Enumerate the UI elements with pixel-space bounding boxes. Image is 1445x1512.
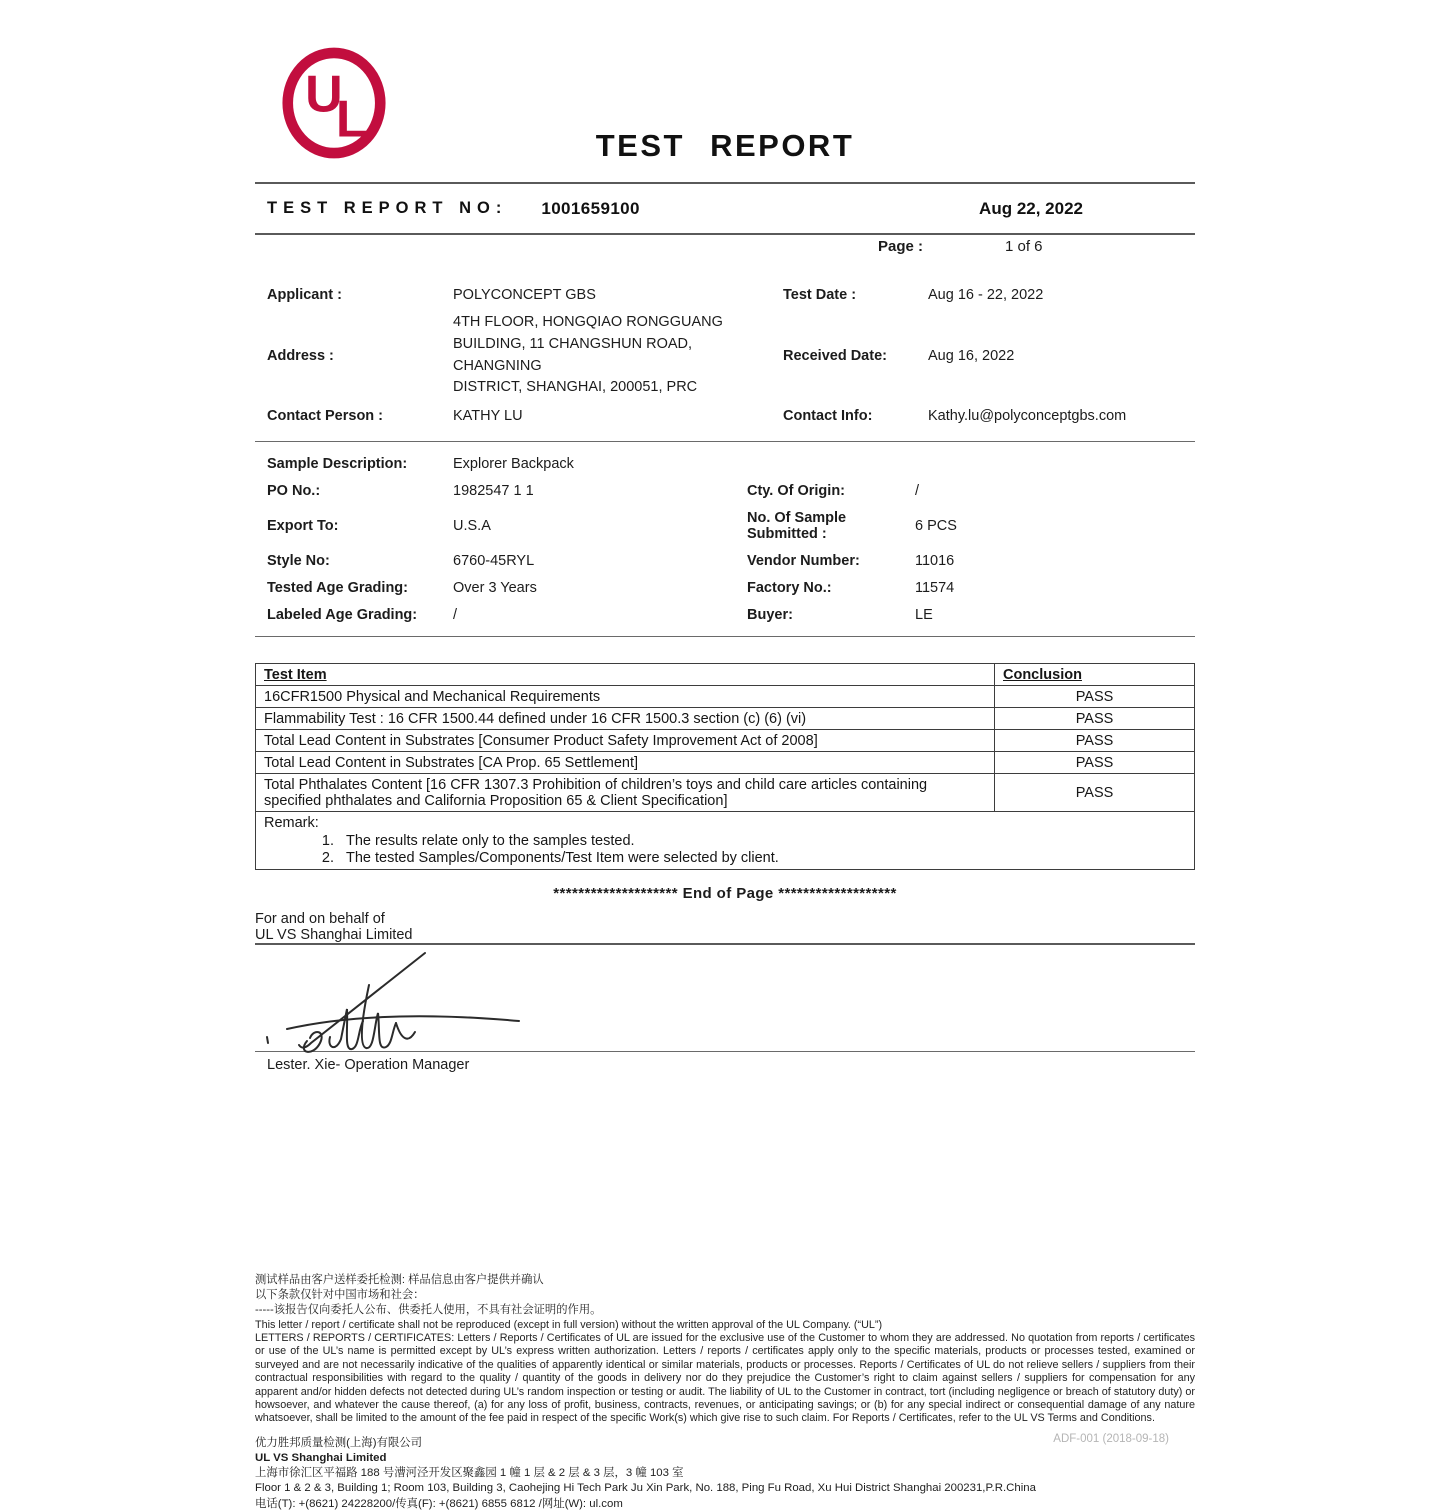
divider: [255, 441, 1195, 442]
test-item-header: Test Item: [256, 664, 995, 686]
labeled-age-label: Labeled Age Grading:: [267, 606, 418, 623]
conclusion-header: Conclusion: [995, 664, 1195, 686]
svg-text:U: U: [305, 65, 343, 124]
signer-name: Lester. Xie- Operation Manager: [267, 1057, 470, 1073]
report-header: [255, 0, 1195, 182]
style-no-label: Style No:: [267, 552, 330, 569]
empty-cell: [747, 458, 915, 469]
end-of-page-marker: ******************** End of Page *******************: [553, 885, 897, 902]
received-date-value: Aug 16, 2022: [928, 347, 1015, 364]
sample-section: [255, 450, 1195, 628]
applicant-value: POLYCONCEPT GBS: [453, 287, 596, 303]
contact-info-label: Contact Info:: [783, 408, 873, 424]
report-no-value: 1001659100: [541, 198, 640, 218]
test-item-cell: Total Lead Content in Substrates [Consumer Product Safety Improvement Act of 2008]: [256, 730, 995, 752]
conclusion-cell: PASS: [995, 774, 1195, 812]
page-label: Page :: [878, 238, 924, 255]
conclusion-cell: PASS: [995, 708, 1195, 730]
company-name-line: UL VS Shanghai Limited: [255, 927, 413, 943]
sample-description-value: Explorer Backpack: [453, 455, 574, 472]
table-row: [256, 774, 1195, 812]
page-value: 1 of 6: [1005, 238, 1043, 255]
legal-cn-line: 以下条款仅针对中国市场和社会：: [255, 1289, 425, 1302]
applicant-section: [255, 287, 1195, 424]
svg-text:L: L: [335, 90, 368, 149]
table-header-row: [256, 664, 1195, 686]
legal-paragraph: LETTERS / REPORTS / CERTIFICATES: Letters / Reports / Certificates of UL are issued for the exclusive use of the Customer to whom they are addressed. No quotation from reports / certificates or use of the UL’s name is permitted except by UL’s express written authorization. Letters / reports / certificates apply only to the specific materials, products or processes tested, examined or surveyed and are not necessarily indicative of the qualities of apparently identical or similar materials, products or processes. Reports / Certificates of UL do not relieve sellers / suppliers from their contractual responsibilities with regard to the quality / quantity of the goods in delivery nor do they prejudice the Customer’s right to claim against sellers / suppliers for compensation for any apparent and/or hidden defects not detected during UL’s random inspection or testing or audit. The liability of UL to the Customer in contract, tort (including negligence or breach of statutory duty) or howsoever, and whatever the cause thereof, (a) for any loss of profit, business, contracts, revenues, or anticipating savings; or (b) for any special indirect or consequential damage of any nature whatsoever, shall be limited to the amount of the fee paid in respect of the specific Work(s) which give rise to such claim. For Reports / Certificates, refer to the UL VS Terms and Conditions.: [255, 1332, 1195, 1425]
company-cn-address: 上海市徐汇区平福路 188 号漕河泾开发区聚鑫园 1 幢 1 层 & 2 层 & 3 层，3 幢 103 室: [255, 1467, 684, 1480]
behalf-block: [255, 911, 1195, 943]
test-item-cell: Total Phthalates Content [16 CFR 1307.3 Prohibition of children’s toys and child care articles containing specified phthalates and California Proposition 65 & Client Specification]: [256, 774, 995, 812]
divider: [255, 636, 1195, 637]
legal-cn-line: -----该报告仅向委托人公布、供委托人使用，不具有社会证明的作用。: [255, 1304, 602, 1317]
sample-submitted-value: 6 PCS: [915, 517, 957, 534]
legal-footer: [255, 1273, 1195, 1426]
page-indicator-row: [255, 238, 1195, 264]
report-date: Aug 22, 2022: [979, 198, 1083, 218]
legal-cn-line: 测试样品由客户送样委托检测: 样品信息由客户提供并确认: [255, 1274, 544, 1286]
remark-label: Remark:: [264, 814, 319, 831]
conclusion-cell: PASS: [995, 686, 1195, 708]
address-line: DISTRICT, SHANGHAI, 200051, PRC: [453, 379, 698, 396]
cty-origin-label: Cty. Of Origin:: [747, 482, 846, 499]
contact-person-value: KATHY LU: [453, 408, 523, 424]
contact-info-value: Kathy.lu@polyconceptgbs.com: [928, 408, 1127, 424]
vendor-number-label: Vendor Number:: [747, 552, 860, 569]
address-line: 4TH FLOOR, HONGQIAO RONGGUANG: [453, 314, 723, 330]
export-to-label: Export To:: [267, 517, 339, 534]
address-line: BUILDING, 11 CHANGSHUN ROAD, CHANGNING: [453, 335, 693, 374]
test-date-value: Aug 16 - 22, 2022: [928, 287, 1044, 303]
company-en-name: UL VS Shanghai Limited: [255, 1452, 387, 1465]
remark-item: 2. The tested Samples/Components/Test Item were selected by client.: [338, 850, 1186, 866]
buyer-label: Buyer:: [747, 606, 793, 623]
buyer-value: LE: [915, 606, 933, 623]
signature-scribble: [257, 949, 533, 1051]
test-item-cell: Flammability Test : 16 CFR 1500.44 defined under 16 CFR 1500.3 section (c) (6) (vi): [256, 708, 995, 730]
company-phone-line: 电话(T): +(8621) 24228200/传真(F): +(8621) 6855 6812 /网址(W): ul.com: [255, 1497, 623, 1510]
spacer: [255, 424, 1195, 441]
remark-row: [256, 812, 1195, 870]
test-date-label: Test Date :: [783, 287, 857, 303]
tested-age-label: Tested Age Grading:: [267, 579, 408, 596]
company-cn-name: 优力胜邦质量检测(上海)有限公司: [255, 1436, 423, 1449]
company-block: [255, 1432, 1195, 1512]
remark-item: 1. The results relate only to the samples tested.: [338, 833, 1186, 849]
behalf-line: For and on behalf of: [255, 911, 385, 927]
report-number-row: [255, 184, 1195, 233]
document-body: [255, 0, 1195, 1512]
vendor-number-value: 11016: [915, 552, 955, 569]
legal-en-line: This letter / report / certificate shall not be reproduced (except in full version) without the written approval of the UL Company. (“UL”): [255, 1318, 883, 1331]
received-date-label: Received Date:: [783, 347, 887, 364]
conclusion-cell: PASS: [995, 752, 1195, 774]
empty-cell: [915, 458, 1195, 469]
labeled-age-value: /: [453, 606, 458, 623]
address-value: [453, 312, 783, 399]
form-code: ADF-001 (2018-09-18): [1053, 1432, 1169, 1445]
factory-no-value: 11574: [915, 579, 955, 596]
table-row: [256, 730, 1195, 752]
results-table: [255, 663, 1195, 870]
po-no-value: 1982547 1 1: [453, 482, 534, 499]
test-item-cell: 16CFR1500 Physical and Mechanical Requirements: [256, 686, 995, 708]
style-no-value: 6760-45RYL: [453, 552, 535, 569]
page-title: TEST REPORT: [595, 128, 855, 163]
remark-cell: [256, 812, 1195, 870]
cty-origin-value: /: [915, 482, 920, 499]
address-label: Address :: [267, 347, 334, 364]
divider: [255, 233, 1195, 235]
export-to-value: U.S.A: [453, 517, 491, 534]
sample-description-label: Sample Description:: [267, 455, 408, 472]
tested-age-value: Over 3 Years: [453, 579, 537, 596]
signature-area: [255, 945, 1195, 1051]
applicant-label: Applicant :: [267, 287, 342, 303]
contact-person-label: Contact Person :: [267, 408, 384, 424]
table-row: [256, 686, 1195, 708]
table-row: [256, 752, 1195, 774]
conclusion-cell: PASS: [995, 730, 1195, 752]
remark-list: [264, 833, 1186, 866]
table-row: [256, 708, 1195, 730]
test-item-cell: Total Lead Content in Substrates [CA Prop. 65 Settlement]: [256, 752, 995, 774]
report-no-label: TEST REPORT NO:: [267, 199, 508, 217]
factory-no-label: Factory No.:: [747, 579, 832, 596]
company-en-address: Floor 1 & 2 & 3, Building 1; Room 103, Building 3, Caohejing Hi Tech Park Ju Xin Park, No. 188, Ping Fu Road, Xu Hui District Shanghai 200231,P.R.China: [255, 1482, 1036, 1495]
sample-submitted-label: No. Of Sample Submitted :: [747, 509, 847, 542]
po-no-label: PO No.:: [267, 482, 321, 499]
